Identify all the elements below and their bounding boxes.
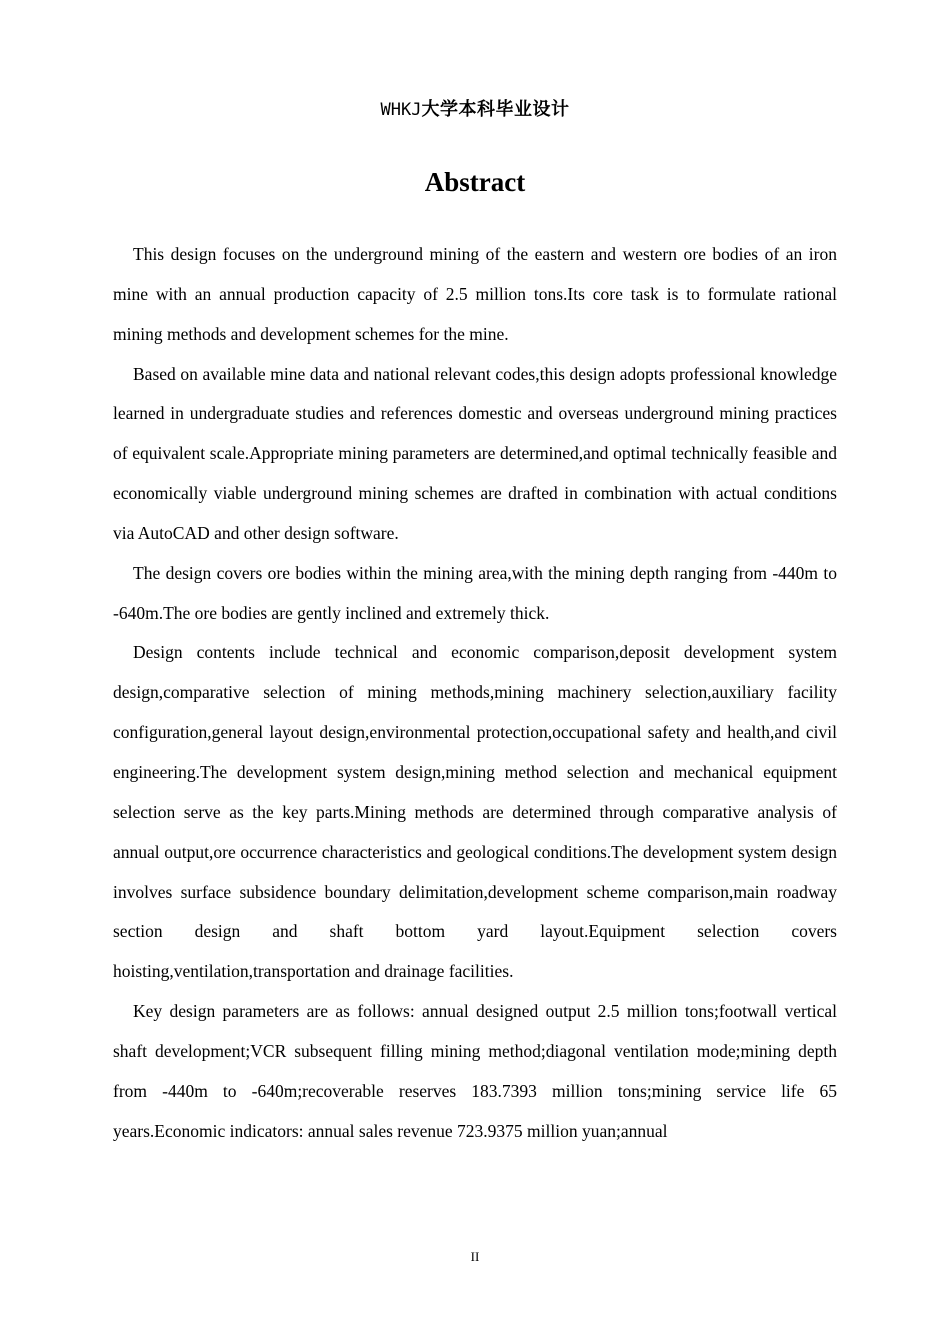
abstract-paragraph-3: The design covers ore bodies within the mining area,with the mining depth ranging from -440m to -640m.The ore bodies are gently inclined and extremely thick. — [113, 562, 837, 623]
header-thesis-label: 大学本科毕业设计 — [421, 99, 570, 120]
abstract-paragraph-1: This design focuses on the underground mining of the eastern and western ore bodies of an iron mine with an annual production capacity of 2.5 million tons.Its core task is to formulate rational mining methods and development schemes for the mine. — [113, 244, 837, 344]
abstract-title: Abstract — [424, 167, 526, 197]
abstract-paragraph-5: Key design parameters are as follows: annual designed output 2.5 million tons;footwall vertical shaft development;VCR subsequent filling mining method;diagonal ventilation mode;mining depth from -440m to -640m;recoverable reserves 183.7393 million tons;mining service life 65 years.Economic indicators: annual sales revenue 723.9375 million yuan;annual — [113, 1001, 837, 1141]
page-header — [0, 97, 950, 123]
abstract-body — [113, 235, 837, 1151]
page-number: II — [470, 1249, 480, 1264]
header-institution-code: WHKJ — [380, 100, 422, 120]
abstract-paragraph-2: Based on available mine data and national relevant codes,this design adopts professional knowledge learned in undergraduate studies and references domestic and overseas underground mining practices of equivalent scale.Appropriate mining parameters are determined,and optimal technically feasible and economically viable underground mining schemes are drafted in combination with actual conditions via AutoCAD and other design software. — [113, 363, 837, 543]
abstract-paragraph-4: Design contents include technical and economic comparison,deposit development system design,comparative selection of mining methods,mining machinery selection,auxiliary facility configuration,general layout design,environmental protection,occupational safety and health,and civil engineering.The development system design,mining method selection and mechanical equipment selection serve as the key parts.Mining methods are determined through comparative analysis of annual output,ore occurrence characteristics and geological conditions.The development system design involves surface subsidence boundary delimitation,development scheme comparison,main roadway section design and shaft bottom yard layout.Equipment selection covers hoisting,ventilation,transportation and drainage facilities. — [113, 642, 837, 982]
